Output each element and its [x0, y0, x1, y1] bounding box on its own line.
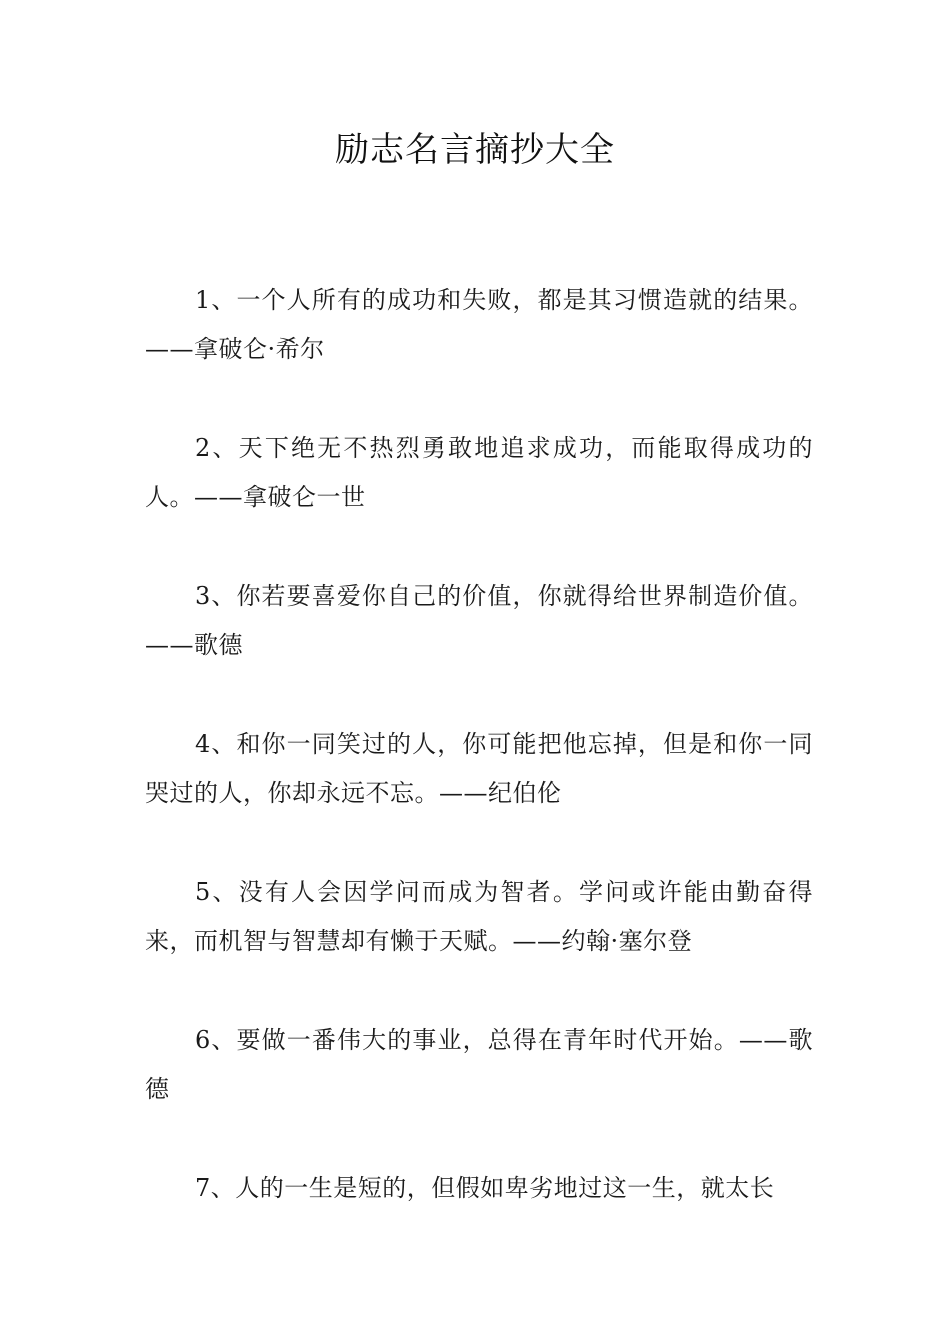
quote-item-2: 2、天下绝无不热烈勇敢地追求成功，而能取得成功的人。——拿破仑一世 — [145, 434, 813, 511]
quote-item-6: 6、要做一番伟大的事业，总得在青年时代开始。——歌德 — [145, 1026, 813, 1103]
quote-item-5: 5、没有人会因学问而成为智者。学问或许能由勤奋得来，而机智与智慧却有懒于天赋。——约翰·塞尔登 — [145, 878, 813, 955]
quote-item-3: 3、你若要喜爱你自己的价值，你就得给世界制造价值。——歌德 — [145, 582, 813, 659]
quote-list — [145, 276, 813, 1263]
quote-item-1: 1、一个人所有的成功和失败，都是其习惯造就的结果。——拿破仑·希尔 — [145, 286, 813, 363]
quote-item-4: 4、和你一同笑过的人，你可能把他忘掉，但是和你一同哭过的人，你却永远不忘。——纪伯伦 — [145, 730, 813, 807]
document-title: 励志名言摘抄大全 — [335, 130, 615, 170]
quote-item-7: 7、人的一生是短的，但假如卑劣地过这一生，就太长 — [195, 1174, 775, 1202]
